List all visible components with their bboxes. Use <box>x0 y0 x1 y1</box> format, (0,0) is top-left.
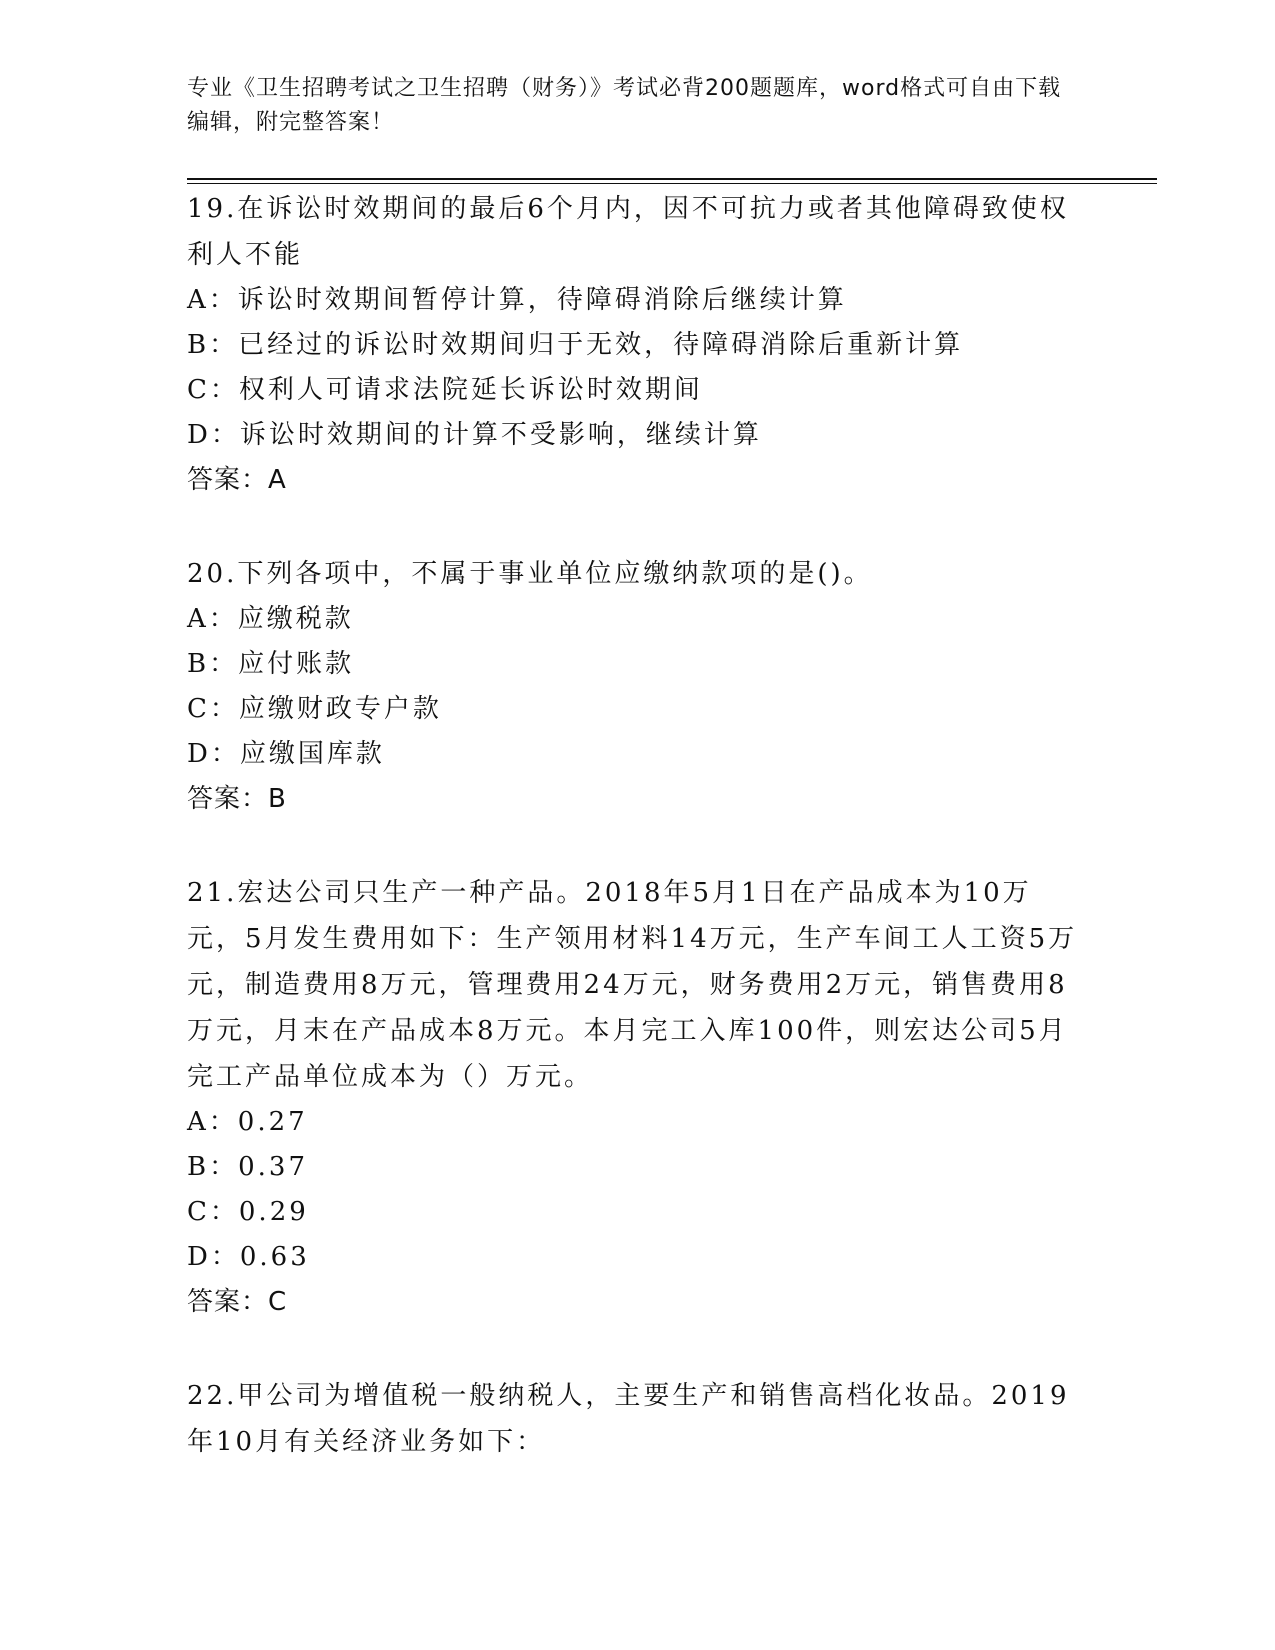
question-stem: 19.在诉讼时效期间的最后6个月内，因不可抗力或者其他障碍致使权利人不能 <box>187 194 1069 270</box>
question-22 <box>187 1373 1087 1465</box>
question-stem: 22.甲公司为增值税一般纳税人，主要生产和销售高档化妆品。2019年10月有关经济业务如下： <box>187 1381 1070 1457</box>
option-a: A：0.27 <box>187 1107 308 1137</box>
question-list <box>187 186 1087 1513</box>
question-19 <box>187 186 1087 503</box>
option-d: D：诉讼时效期间的计算不受影响，继续计算 <box>187 420 762 450</box>
option-c: C：应缴财政专户款 <box>187 694 442 724</box>
answer-label: 答案：A <box>187 465 287 495</box>
header-divider-thick <box>187 178 1157 180</box>
option-b: B：已经过的诉讼时效期间归于无效，待障碍消除后重新计算 <box>187 330 964 360</box>
answer-label: 答案：C <box>187 1287 288 1317</box>
answer-label: 答案：B <box>187 784 287 814</box>
option-b: B：应付账款 <box>187 649 355 679</box>
option-a: A：诉讼时效期间暂停计算，待障碍消除后继续计算 <box>187 285 847 315</box>
option-d: D：0.63 <box>187 1242 310 1272</box>
question-21 <box>187 870 1087 1325</box>
option-c: C：权利人可请求法院延长诉讼时效期间 <box>187 375 703 405</box>
option-b: B：0.37 <box>187 1152 308 1182</box>
question-stem: 20.下列各项中，不属于事业单位应缴纳款项的是()。 <box>187 559 873 589</box>
question-stem: 21.宏达公司只生产一种产品。2018年5月1日在产品成本为10万元，5月发生费用如下：生产领用材料14万元，生产车间工人工资5万元，制造费用8万元，管理费用24万元，财务费用2万元，销售费用8万元，月末在产品成本8万元。本月完工入库100件，则宏达公司5月完工产品单位成本为（）万元。 <box>187 878 1078 1092</box>
option-c: C：0.29 <box>187 1197 309 1227</box>
option-a: A：应缴税款 <box>187 604 354 634</box>
document-header: 专业《卫生招聘考试之卫生招聘（财务）》考试必背200题题库，word格式可自由下载编辑，附完整答案！ <box>187 76 1062 135</box>
header-divider-thin <box>187 183 1157 184</box>
option-d: D：应缴国库款 <box>187 739 385 769</box>
question-20 <box>187 551 1087 822</box>
